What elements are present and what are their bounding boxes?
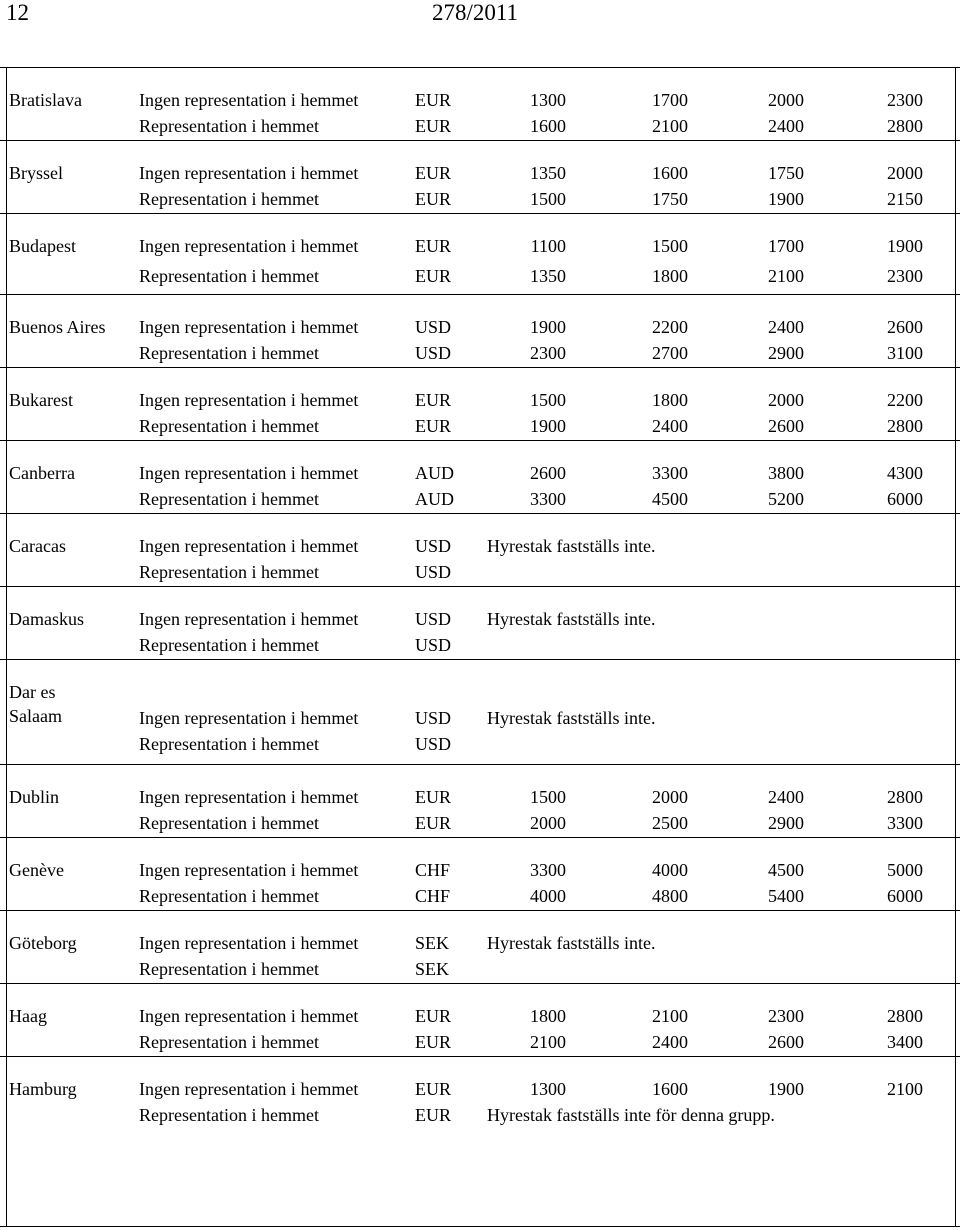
representation-type: Representation i hemmet: [139, 266, 319, 286]
city-name: Budapest: [9, 236, 76, 256]
rent-value: 2300: [530, 343, 566, 363]
representation-type: Representation i hemmet: [139, 886, 319, 906]
rent-value: 2100: [530, 1032, 566, 1052]
table-border-left: [6, 67, 7, 1227]
representation-type: Ingen representation i hemmet: [139, 317, 359, 337]
currency: USD: [415, 734, 452, 754]
currency: USD: [415, 343, 452, 363]
rent-value: 1900: [768, 1079, 804, 1099]
currency: EUR: [415, 1079, 451, 1099]
rent-value: 2100: [887, 1079, 923, 1099]
rent-note: Hyrestak fastställs inte för denna grupp.: [487, 1105, 775, 1125]
representation-type: Ingen representation i hemmet: [139, 536, 359, 556]
rent-value: 2000: [652, 787, 688, 807]
representation-type: Ingen representation i hemmet: [139, 236, 359, 256]
currency: EUR: [415, 116, 451, 136]
city-name: Buenos Aires: [9, 317, 106, 337]
table-row: [0, 983, 960, 1056]
rent-value: 1500: [530, 390, 566, 410]
table-row: [0, 659, 960, 764]
rent-value: 2300: [768, 1006, 804, 1026]
rent-value: 1700: [768, 236, 804, 256]
representation-type: Ingen representation i hemmet: [139, 463, 359, 483]
rent-value: 1350: [530, 163, 566, 183]
rent-value: 2900: [768, 343, 804, 363]
representation-type: Ingen representation i hemmet: [139, 90, 359, 110]
rent-value: 2600: [768, 1032, 804, 1052]
representation-type: Ingen representation i hemmet: [139, 1006, 359, 1026]
rent-value: 1700: [652, 90, 688, 110]
currency: CHF: [415, 860, 451, 880]
representation-type: Representation i hemmet: [139, 959, 319, 979]
document-id: 278/2011: [432, 0, 519, 25]
currency: EUR: [415, 390, 451, 410]
rent-value: 1500: [652, 236, 688, 256]
currency: SEK: [415, 959, 450, 979]
table-border-right: [955, 67, 956, 1227]
currency: SEK: [415, 933, 450, 953]
currency: USD: [415, 635, 452, 655]
rent-value: 1600: [652, 163, 688, 183]
rent-value: 4300: [887, 463, 923, 483]
rent-value: 2800: [887, 1006, 923, 1026]
table-row: [0, 440, 960, 513]
rent-note: Hyrestak fastställs inte.: [487, 536, 656, 556]
rent-value: 2200: [652, 317, 688, 337]
rent-value: 1800: [652, 390, 688, 410]
currency: AUD: [415, 463, 454, 483]
rent-value: 3300: [887, 813, 923, 833]
representation-type: Representation i hemmet: [139, 734, 319, 754]
city-name: Salaam: [9, 706, 62, 726]
rent-value: 1300: [530, 90, 566, 110]
rent-value: 2700: [652, 343, 688, 363]
rent-value: 5000: [887, 860, 923, 880]
rent-value: 1900: [530, 416, 566, 436]
table-row: [0, 910, 960, 983]
representation-type: Ingen representation i hemmet: [139, 860, 359, 880]
table-row: [0, 140, 960, 213]
currency: AUD: [415, 489, 454, 509]
rent-value: 4000: [530, 886, 566, 906]
rent-value: 1600: [530, 116, 566, 136]
city-name: Göteborg: [9, 933, 77, 953]
currency: EUR: [415, 90, 451, 110]
currency: USD: [415, 609, 452, 629]
rent-value: 3300: [530, 489, 566, 509]
rent-value: 2400: [768, 787, 804, 807]
rent-value: 4500: [652, 489, 688, 509]
page-number: 12: [6, 0, 29, 25]
rent-value: 2400: [768, 317, 804, 337]
currency: EUR: [415, 266, 451, 286]
rent-value: 2150: [887, 189, 923, 209]
currency: USD: [415, 562, 452, 582]
rent-value: 1500: [530, 787, 566, 807]
rent-ceiling-table: [0, 67, 960, 1129]
rent-value: 4500: [768, 860, 804, 880]
rent-value: 2100: [768, 266, 804, 286]
table-row: [0, 294, 960, 367]
table-border-bottom: [0, 1226, 960, 1227]
currency: USD: [415, 536, 452, 556]
rent-value: 5400: [768, 886, 804, 906]
page-header: [0, 0, 960, 40]
rent-value: 2000: [768, 90, 804, 110]
rent-value: 2100: [652, 1006, 688, 1026]
currency: EUR: [415, 813, 451, 833]
rent-value: 2600: [887, 317, 923, 337]
city-name: Bryssel: [9, 163, 63, 183]
currency: EUR: [415, 236, 451, 256]
currency: EUR: [415, 1032, 451, 1052]
currency: USD: [415, 317, 452, 337]
currency: EUR: [415, 1105, 451, 1125]
rent-note: Hyrestak fastställs inte.: [487, 933, 656, 953]
city-name: Damaskus: [9, 609, 84, 629]
rent-value: 1900: [530, 317, 566, 337]
city-name: Haag: [9, 1006, 47, 1026]
representation-type: Representation i hemmet: [139, 189, 319, 209]
rent-value: 2400: [652, 416, 688, 436]
rent-value: 1600: [652, 1079, 688, 1099]
rent-value: 1100: [530, 236, 566, 256]
representation-type: Representation i hemmet: [139, 635, 319, 655]
rent-value: 2600: [768, 416, 804, 436]
representation-type: Ingen representation i hemmet: [139, 787, 359, 807]
currency: EUR: [415, 163, 451, 183]
rent-value: 3400: [887, 1032, 923, 1052]
rent-value: 2400: [652, 1032, 688, 1052]
rent-value: 1300: [530, 1079, 566, 1099]
currency: EUR: [415, 189, 451, 209]
rent-value: 2300: [887, 90, 923, 110]
rent-value: 2000: [530, 813, 566, 833]
table-row: [0, 837, 960, 910]
representation-type: Representation i hemmet: [139, 813, 319, 833]
rent-value: 2400: [768, 116, 804, 136]
city-name: Bukarest: [9, 390, 73, 410]
city-name: Bratislava: [9, 90, 82, 110]
rent-value: 6000: [887, 886, 923, 906]
rent-value: 1500: [530, 189, 566, 209]
representation-type: Representation i hemmet: [139, 1105, 319, 1125]
rent-value: 2100: [652, 116, 688, 136]
rent-value: 4800: [652, 886, 688, 906]
representation-type: Ingen representation i hemmet: [139, 390, 359, 410]
currency: EUR: [415, 787, 451, 807]
city-name: Hamburg: [9, 1079, 77, 1099]
rent-value: 2200: [887, 390, 923, 410]
rent-value: 2600: [530, 463, 566, 483]
city-name: Caracas: [9, 536, 66, 556]
currency: EUR: [415, 1006, 451, 1026]
rent-note: Hyrestak fastställs inte.: [487, 609, 656, 629]
rent-value: 4000: [652, 860, 688, 880]
representation-type: Ingen representation i hemmet: [139, 708, 359, 728]
currency: USD: [415, 708, 452, 728]
city-name: Dar es: [9, 682, 56, 702]
rent-value: 2000: [887, 163, 923, 183]
rent-note: Hyrestak fastställs inte.: [487, 708, 656, 728]
table-row: [0, 513, 960, 586]
rent-value: 3300: [530, 860, 566, 880]
representation-type: Ingen representation i hemmet: [139, 933, 359, 953]
rent-value: 2800: [887, 787, 923, 807]
representation-type: Representation i hemmet: [139, 562, 319, 582]
representation-type: Ingen representation i hemmet: [139, 163, 359, 183]
rent-value: 2900: [768, 813, 804, 833]
table-row: [0, 213, 960, 294]
currency: CHF: [415, 886, 451, 906]
rent-value: 3100: [887, 343, 923, 363]
representation-type: Representation i hemmet: [139, 416, 319, 436]
table-row: [0, 67, 960, 140]
rent-value: 2000: [768, 390, 804, 410]
currency: EUR: [415, 416, 451, 436]
city-name: Dublin: [9, 787, 60, 807]
rent-value: 1750: [652, 189, 688, 209]
city-name: Canberra: [9, 463, 75, 483]
rent-value: 5200: [768, 489, 804, 509]
rent-value: 3300: [652, 463, 688, 483]
rent-value: 6000: [887, 489, 923, 509]
representation-type: Representation i hemmet: [139, 1032, 319, 1052]
city-name: Genève: [9, 860, 64, 880]
representation-type: Ingen representation i hemmet: [139, 1079, 359, 1099]
rent-value: 1800: [652, 266, 688, 286]
rent-value: 2800: [887, 416, 923, 436]
rent-value: 1900: [887, 236, 923, 256]
representation-type: Representation i hemmet: [139, 116, 319, 136]
table-row: [0, 586, 960, 659]
table-row: [0, 764, 960, 837]
table-row: [0, 1056, 960, 1129]
rent-value: 3800: [768, 463, 804, 483]
rent-value: 2500: [652, 813, 688, 833]
representation-type: Representation i hemmet: [139, 489, 319, 509]
representation-type: Representation i hemmet: [139, 343, 319, 363]
rent-value: 2800: [887, 116, 923, 136]
rent-value: 1350: [530, 266, 566, 286]
rent-value: 1800: [530, 1006, 566, 1026]
rent-value: 1900: [768, 189, 804, 209]
table-row: [0, 367, 960, 440]
rent-value: 1750: [768, 163, 804, 183]
rent-value: 2300: [887, 266, 923, 286]
representation-type: Ingen representation i hemmet: [139, 609, 359, 629]
